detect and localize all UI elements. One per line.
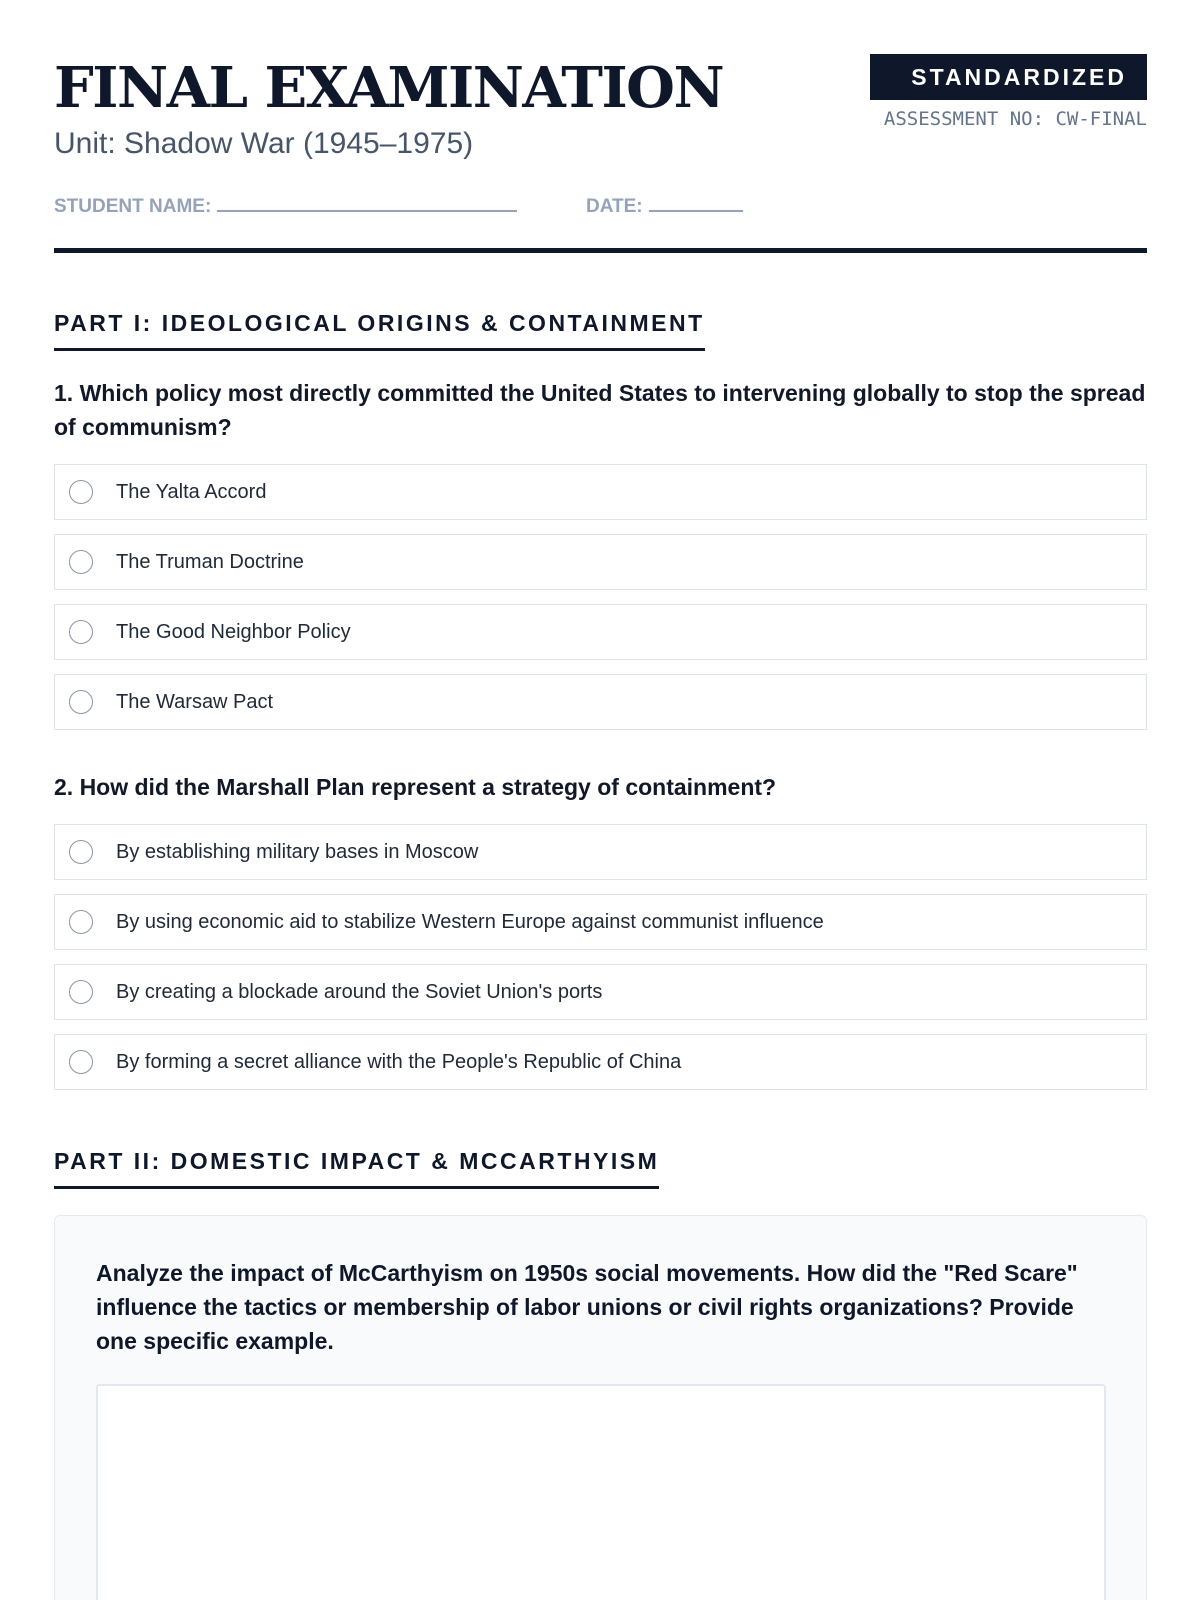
option-label: The Warsaw Pact <box>116 691 274 713</box>
option-label: By creating a blockade around the Soviet Union's ports <box>116 981 603 1003</box>
essay-prompt: Analyze the impact of McCarthyism on 1950s social movements. How did the "Red Scare" influence the tactics or membership of labor unions or civil rights organizations? Provide one specific example. <box>96 1260 1078 1354</box>
student-name-label: STUDENT NAME: <box>54 196 212 217</box>
radio-button[interactable] <box>69 620 93 644</box>
date-line[interactable] <box>649 194 743 212</box>
answer-option[interactable] <box>54 464 1147 520</box>
student-name-line[interactable] <box>217 194 517 212</box>
radio-button[interactable] <box>69 480 93 504</box>
radio-button[interactable] <box>69 690 93 714</box>
question-1-options <box>54 464 1147 744</box>
radio-button[interactable] <box>69 550 93 574</box>
option-label: The Good Neighbor Policy <box>116 621 351 643</box>
part2-heading: PART II: DOMESTIC IMPACT & MCCARTHYISM <box>54 1146 659 1189</box>
unit-subtitle: Unit: Shadow War (1945–1975) <box>54 127 474 160</box>
answer-option[interactable] <box>54 964 1147 1020</box>
option-label: By forming a secret alliance with the People's Republic of China <box>116 1051 682 1073</box>
exam-title: FINAL EXAMINATION <box>54 55 724 121</box>
question-2: 2. How did the Marshall Plan represent a strategy of containment? <box>54 774 777 800</box>
answer-option[interactable] <box>54 604 1147 660</box>
radio-button[interactable] <box>69 1050 93 1074</box>
option-label: By establishing military bases in Moscow <box>116 841 479 863</box>
option-label: The Yalta Accord <box>116 481 267 503</box>
question-1: 1. Which policy most directly committed the United States to intervening globally to stop the spread of communism? <box>54 380 1146 440</box>
option-label: The Truman Doctrine <box>116 551 304 573</box>
radio-button[interactable] <box>69 840 93 864</box>
student-name-field[interactable] <box>54 194 517 220</box>
answer-option[interactable] <box>54 674 1147 730</box>
date-label: DATE: <box>586 196 643 217</box>
answer-option[interactable] <box>54 534 1147 590</box>
essay-answer-input[interactable] <box>96 1384 1106 1600</box>
exam-page <box>54 0 1147 1600</box>
header-divider <box>54 248 1147 253</box>
essay-card <box>54 1215 1147 1600</box>
date-field[interactable] <box>586 194 743 220</box>
answer-option[interactable] <box>54 824 1147 880</box>
radio-button[interactable] <box>69 980 93 1004</box>
question-2-options <box>54 824 1147 1104</box>
part1-heading: PART I: IDEOLOGICAL ORIGINS & CONTAINMENT <box>54 308 705 351</box>
standardized-badge: STANDARDIZED <box>870 54 1147 100</box>
radio-button[interactable] <box>69 910 93 934</box>
answer-option[interactable] <box>54 1034 1147 1090</box>
assessment-number: ASSESSMENT NO: CW-FINAL <box>883 108 1147 130</box>
answer-option[interactable] <box>54 894 1147 950</box>
option-label: By using economic aid to stabilize Western Europe against communist influence <box>116 911 824 933</box>
